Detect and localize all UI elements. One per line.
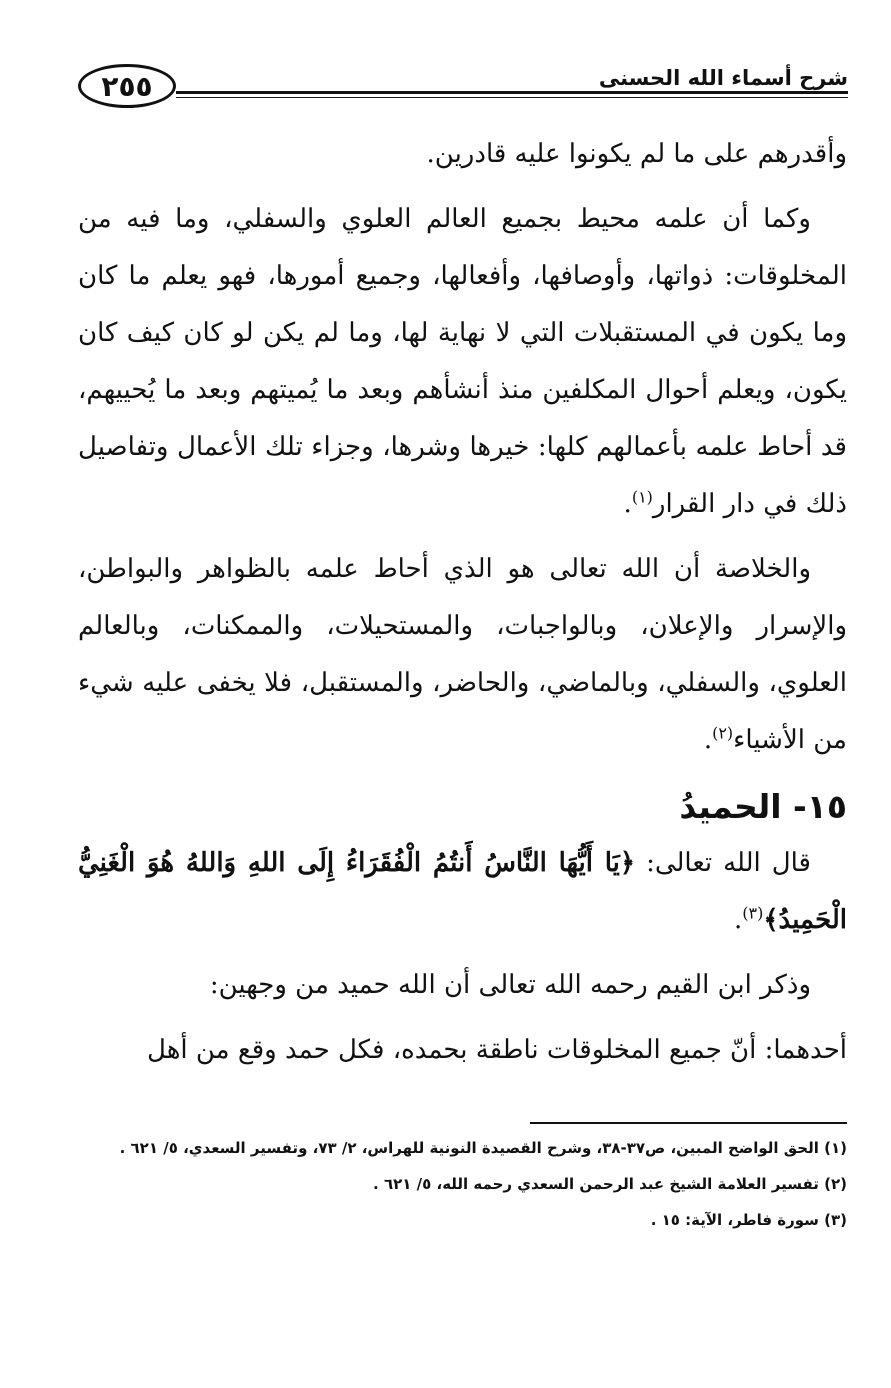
footnote-1: (١) الحق الواضح المبين، ص٣٧-٣٨، وشرح القصيدة النونية للهراس، ٢/ ٧٣، وتفسير السعدي، ٥/ ٦٢١ . bbox=[119, 1139, 847, 1157]
header-rule bbox=[176, 91, 848, 94]
footnote-separator bbox=[530, 1122, 847, 1124]
paragraph-5: أحدهما: أنّ جميع المخلوقات ناطقة بحمده، فكل حمد وقع من أهل bbox=[147, 1035, 847, 1065]
paragraph-3: والخلاصة أن الله تعالى هو الذي أحاط علمه بالظواهر والبواطن، والإسرار والإعلان، وبالواجبات، والمستحيلات، والممكنات، وبالعالم العلوي، والسفلي، وبالماضي، والحاضر، والمستقبل، فلا يخفى عليه شيء من الأشياء$^{(٢)}$. bbox=[78, 554, 847, 755]
paragraph-2: وكما أن علمه محيط بجميع العالم العلوي والسفلي، وما فيه من المخلوقات: ذواتها، وأوصافها، وأفعالها، وجميع أمورها، فهو يعلم ما كان وما يكون في المستقبلات التي لا نهاية لها، وما لم يكن لو كان كيف كان يكون، ويعلم أحوال المكلفين منذ أنشأهم وبعد ما يُميتهم وبعد ما يُحييهم، قد أحاط علمه بأعمالهم كلها: خيرها وشرها، وجزاء تلك الأعمال وتفاصيل ذلك في دار القرار$^{(١)}$. bbox=[78, 204, 847, 519]
paragraph-3-text: والخلاصة أن الله تعالى هو الذي أحاط علمه بالظواهر والبواطن، والإسرار والإعلان، وبالواجبات، والمستحيلات، والممكنات، وبالعالم العلوي، والسفلي، وبالماضي، والحاضر، والمستقبل، فلا يخفى عليه شيء من الأشياء bbox=[78, 554, 847, 755]
paragraph-2-text: وكما أن علمه محيط بجميع العالم العلوي والسفلي، وما فيه من المخلوقات: ذواتها، وأوصافها، وأفعالها، وجميع أمورها، فهو يعلم ما كان وما يكون في المستقبلات التي لا نهاية لها، وما لم يكن لو كان كيف كان يكون، ويعلم أحوال المكلفين منذ أنشأهم وبعد ما يُميتهم وبعد ما يُحييهم، قد أحاط علمه بأعمالهم كلها: خيرها وشرها، وجزاء تلك الأعمال وتفاصيل ذلك في دار القرار bbox=[78, 204, 847, 519]
footnote-ref-1[interactable]: (١) bbox=[631, 487, 653, 507]
header-rule-thin bbox=[176, 97, 848, 98]
verse-paragraph: قال الله تعالى: ﴿يَا أَيُّهَا النَّاسُ أَنتُمُ الْفُقَرَاءُ إِلَى اللهِ وَاللهُ هُوَ الْغَنِيُّ الْحَمِيدُ﴾$^{(٣)}$. bbox=[78, 848, 847, 935]
footnote-ref-2[interactable]: (٢) bbox=[712, 723, 734, 743]
footnote-2: (٢) تفسير العلامة الشيخ عبد الرحمن السعدي رحمه الله، ٥/ ٦٢١ . bbox=[373, 1175, 847, 1193]
section-heading: ١٥- الحميدُ bbox=[679, 787, 847, 826]
verse-intro: قال الله تعالى: bbox=[646, 848, 811, 878]
footnote-ref-3[interactable]: (٣) bbox=[742, 903, 764, 923]
running-title: شرح أسماء الله الحسنى bbox=[598, 66, 848, 90]
page-number: ٢٥٥ bbox=[78, 64, 176, 108]
footnote-3: (٣) سورة فاطر، الآية: ١٥ . bbox=[650, 1211, 847, 1229]
paragraph-4: وذكر ابن القيم رحمه الله تعالى أن الله حميد من وجهين: bbox=[209, 970, 811, 1000]
page-header bbox=[78, 64, 848, 114]
paragraph-1: وأقدرهم على ما لم يكونوا عليه قادرين. bbox=[426, 139, 847, 169]
main-text bbox=[78, 126, 847, 1087]
quran-verse: ﴿يَا أَيُّهَا النَّاسُ أَنتُمُ الْفُقَرَاءُ إِلَى اللهِ وَاللهُ هُوَ الْغَنِيُّ الْحَمِيدُ﴾ bbox=[78, 848, 847, 935]
footnotes bbox=[78, 1130, 847, 1238]
